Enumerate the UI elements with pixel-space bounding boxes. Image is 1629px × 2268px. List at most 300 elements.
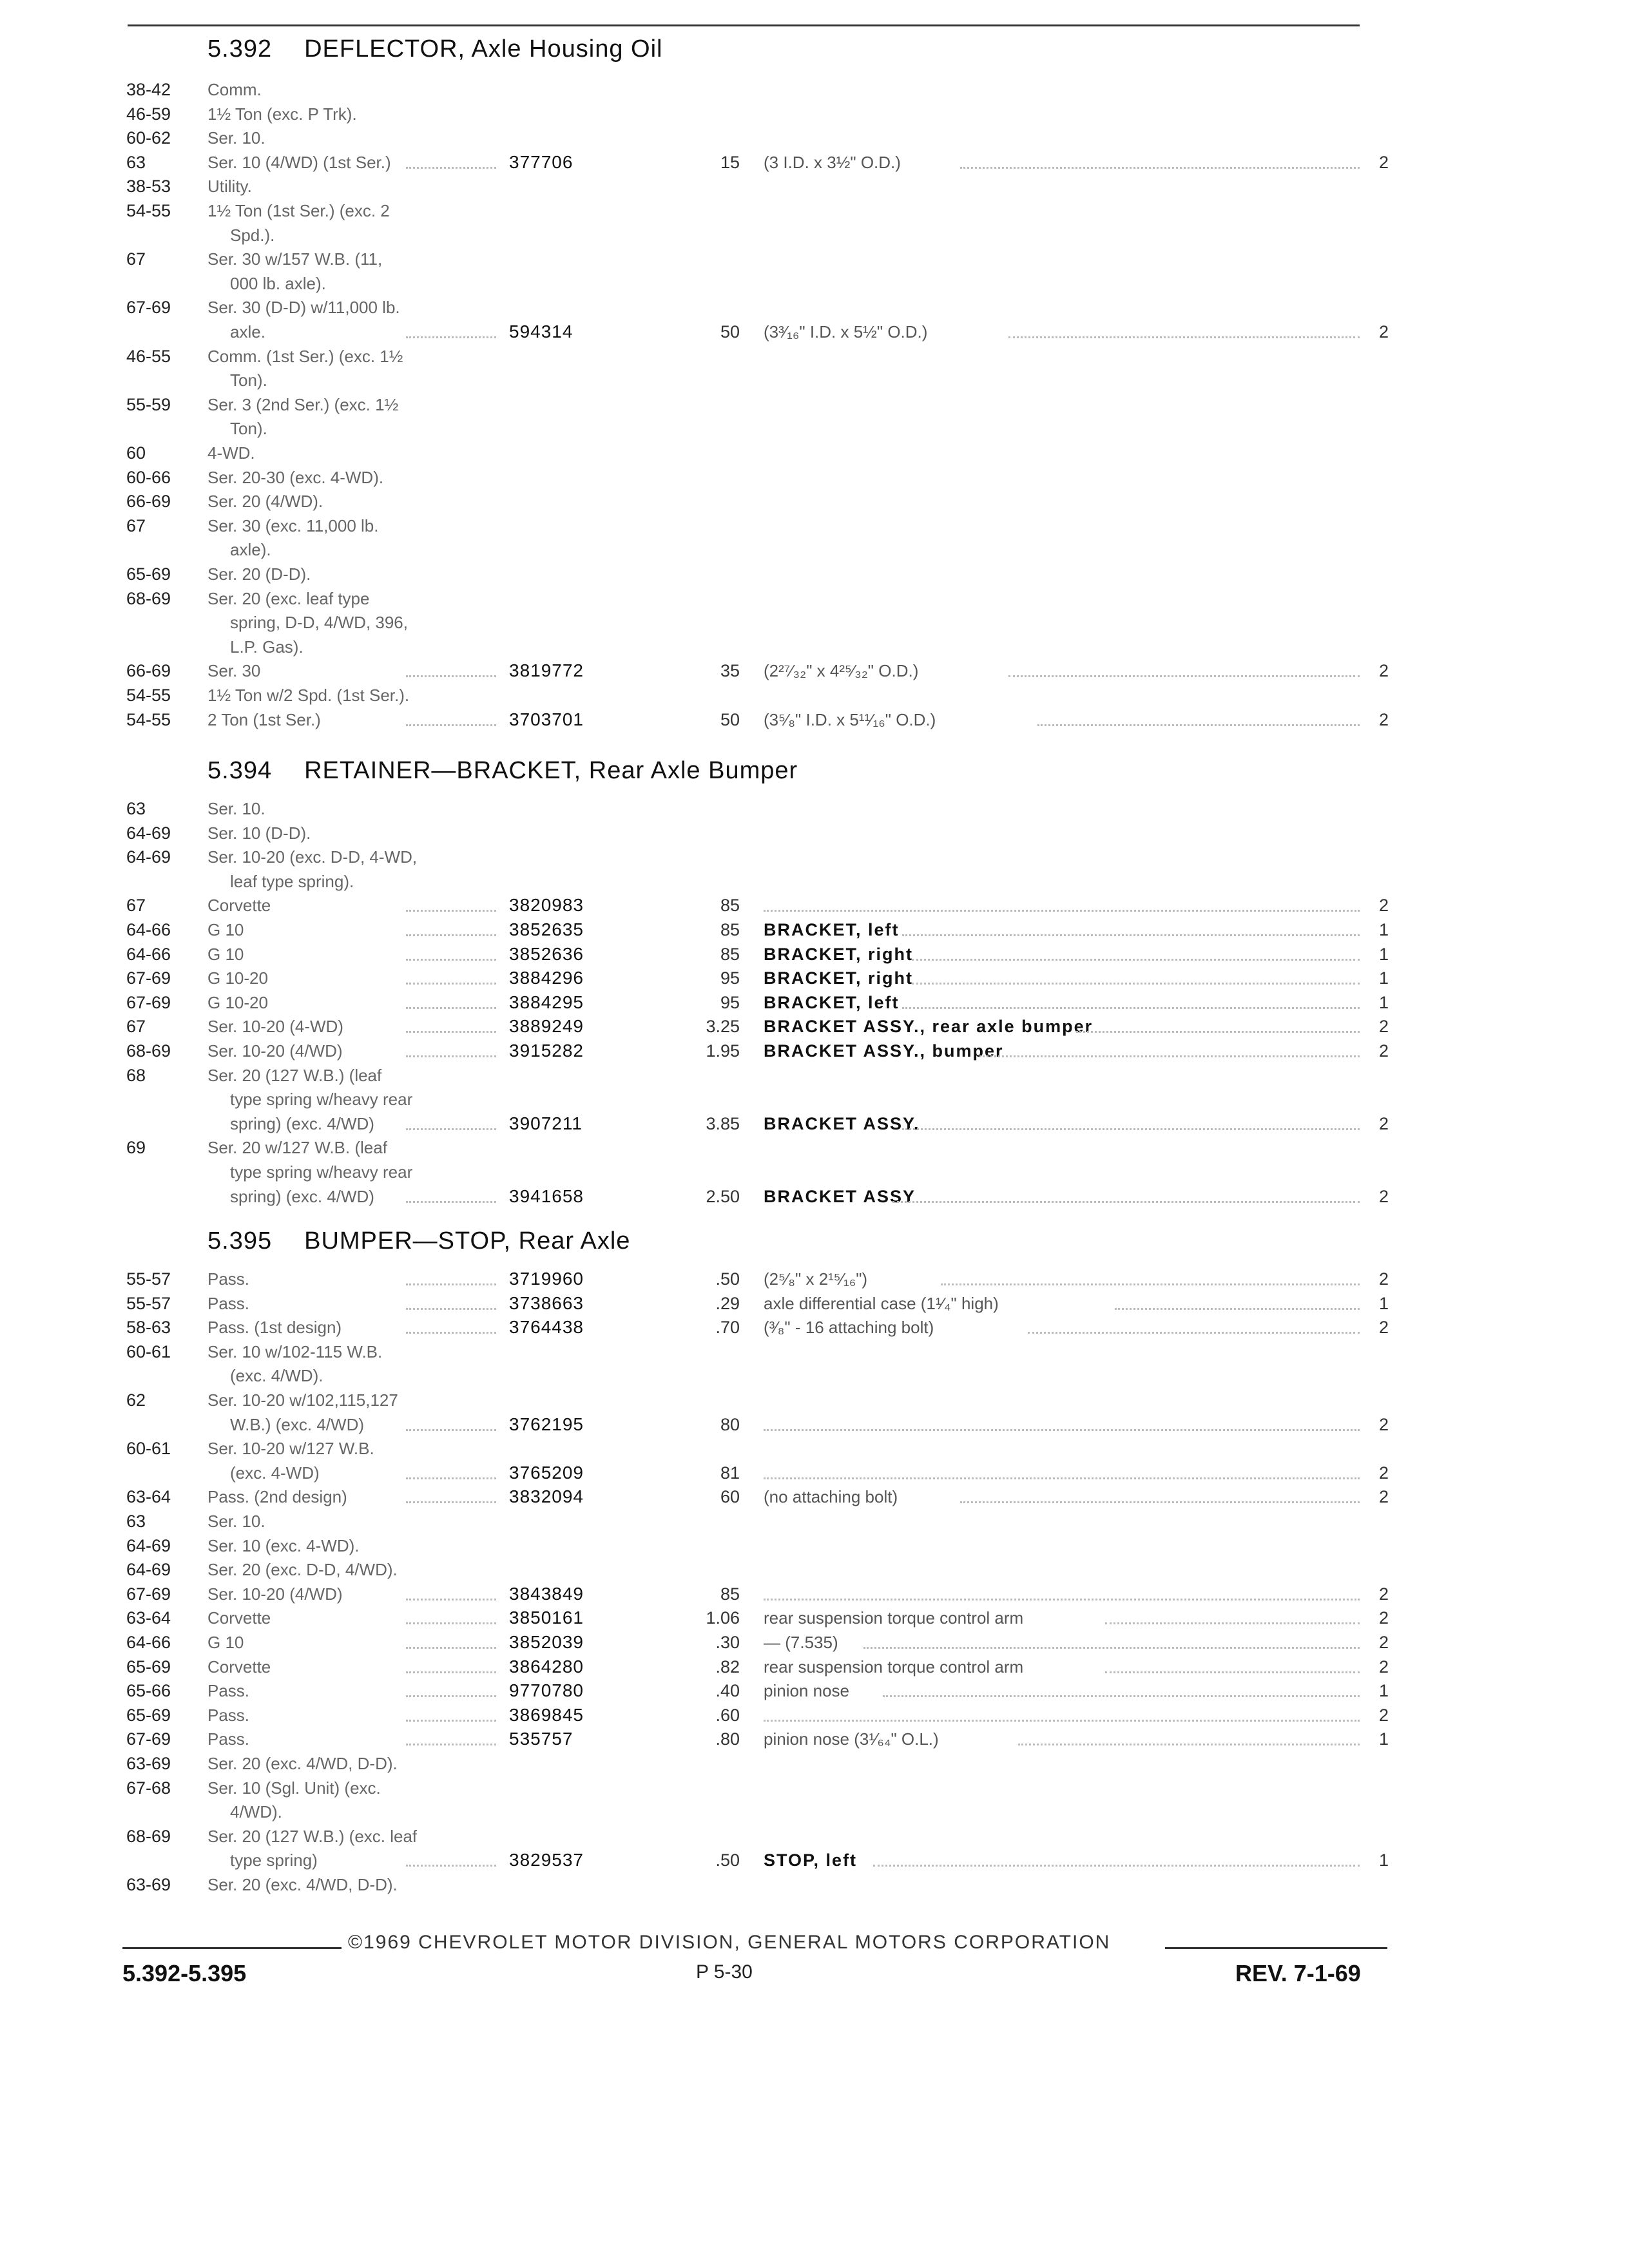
table-row: [0, 248, 1629, 271]
table-row: [0, 1186, 1629, 1209]
price: 60: [720, 1487, 740, 1507]
table-row: [0, 296, 1629, 320]
model-years: 63-69: [126, 1754, 171, 1773]
leader-dots: [406, 1622, 496, 1624]
table-row: [0, 1316, 1629, 1340]
model-years: 55-57: [126, 1293, 171, 1313]
description: STOP, left: [764, 1850, 858, 1870]
leader-dots: [406, 983, 496, 985]
table-row: [0, 870, 1629, 894]
table-row: [0, 345, 1629, 369]
model-years: 66-69: [126, 661, 171, 681]
section-number: 5.392: [207, 35, 273, 62]
description: (2⁵⁄₈" x 2¹⁵⁄₁₆"): [764, 1269, 868, 1289]
price: 85: [720, 944, 740, 964]
quantity: 2: [1379, 896, 1389, 916]
part-number: 594314: [509, 322, 574, 341]
part-number: 3843849: [509, 1583, 584, 1604]
model-years: 68-69: [126, 1826, 171, 1846]
description: rear suspension torque control arm: [764, 1657, 1024, 1677]
table-row: [0, 1113, 1629, 1136]
quantity: 2: [1379, 1705, 1389, 1725]
price: 15: [720, 152, 740, 172]
application: Pass.: [207, 1729, 250, 1749]
model-years: 67: [126, 249, 146, 269]
table-row: [0, 1293, 1629, 1316]
application: Ser. 30: [207, 661, 261, 681]
application: Ser. 20-30 (exc. 4-WD).: [207, 467, 384, 487]
application: Ser. 10 (Sgl. Unit) (exc.: [207, 1778, 381, 1798]
model-years: 60-66: [126, 467, 171, 487]
application: spring, D-D, 4/WD, 396,: [230, 613, 408, 633]
table-row: [0, 967, 1629, 990]
leader-dots: [406, 724, 496, 726]
part-number: 3832094: [509, 1486, 584, 1507]
footer-revision: REV. 7-1-69: [1235, 1960, 1361, 1986]
section-number: 5.394: [207, 757, 273, 784]
model-years: 64-66: [126, 920, 171, 939]
table-row: [0, 1874, 1629, 1897]
table-row: [0, 273, 1629, 296]
quantity: 1: [1379, 1850, 1389, 1870]
application: G 10: [207, 920, 244, 939]
table-row: [0, 224, 1629, 247]
part-number: 535757: [509, 1729, 574, 1749]
table-row: [0, 943, 1629, 966]
table-row: [0, 1704, 1629, 1727]
model-years: 38-53: [126, 177, 171, 197]
application: 4/WD).: [230, 1802, 282, 1822]
model-years: 54-55: [126, 709, 171, 729]
table-row: [0, 79, 1629, 102]
table-row: [0, 1535, 1629, 1558]
part-number: 3941658: [509, 1186, 584, 1206]
section-heading: [207, 35, 662, 63]
leader-dots: [902, 934, 1360, 936]
table-row: [0, 660, 1629, 683]
model-years: 55-59: [126, 394, 171, 414]
table-row: [0, 200, 1629, 223]
application: type spring w/heavy rear: [230, 1162, 413, 1182]
leader-dots: [764, 1599, 1360, 1600]
model-years: 60: [126, 443, 146, 463]
leader-dots: [912, 983, 1360, 985]
price: .50: [715, 1269, 740, 1289]
quantity: 2: [1379, 1318, 1389, 1338]
table-row: [0, 1064, 1629, 1088]
leader-dots: [764, 1720, 1360, 1722]
table-row: [0, 490, 1629, 514]
part-number: 3762195: [509, 1414, 584, 1434]
description: BRACKET, right: [764, 968, 913, 988]
model-years: 63: [126, 152, 146, 172]
application: Ser. 10 (D-D).: [207, 823, 311, 843]
model-years: 64-66: [126, 944, 171, 964]
leader-dots: [1028, 1332, 1360, 1334]
part-number: 3852635: [509, 919, 584, 939]
application: L.P. Gas).: [230, 637, 304, 657]
quantity: 1: [1379, 1293, 1389, 1313]
table-row: [0, 539, 1629, 562]
application: spring) (exc. 4/WD): [230, 1113, 374, 1133]
description: (no attaching bolt): [764, 1487, 898, 1507]
part-number: 3869845: [509, 1704, 584, 1725]
table-row: [0, 418, 1629, 441]
table-row: [0, 1486, 1629, 1509]
application: G 10-20: [207, 992, 268, 1012]
part-number: 3764438: [509, 1317, 584, 1338]
leader-dots: [406, 1332, 496, 1334]
price: 95: [720, 992, 740, 1012]
footer-page-number: P 5-30: [696, 1961, 753, 1983]
model-years: 65-69: [126, 1705, 171, 1725]
table-row: [0, 919, 1629, 942]
model-years: 67-68: [126, 1778, 171, 1798]
model-years: 67: [126, 1017, 146, 1037]
leader-dots: [406, 675, 496, 677]
table-row: [0, 103, 1629, 126]
quantity: 2: [1379, 322, 1389, 341]
application: 2 Ton (1st Ser.): [207, 709, 321, 729]
leader-dots: [406, 910, 496, 912]
application: Ser. 20 (exc. 4/WD, D-D).: [207, 1754, 398, 1773]
model-years: 64-69: [126, 823, 171, 843]
application: Ton).: [230, 370, 267, 390]
table-row: [0, 1631, 1629, 1655]
leader-dots: [406, 1865, 496, 1867]
part-number: 3703701: [509, 709, 584, 729]
application: Ser. 10 (exc. 4-WD).: [207, 1535, 360, 1555]
price: .30: [715, 1633, 740, 1652]
application: Ser. 10 w/102-115 W.B.: [207, 1341, 383, 1361]
table-row: [0, 1389, 1629, 1412]
leader-dots: [406, 1477, 496, 1479]
quantity: 2: [1379, 1633, 1389, 1652]
table-row: [0, 1015, 1629, 1039]
application: type spring w/heavy rear: [230, 1090, 413, 1110]
leader-dots: [406, 1501, 496, 1503]
application: 4-WD.: [207, 443, 255, 463]
table-row: [0, 1753, 1629, 1776]
part-number: 3884295: [509, 992, 584, 1012]
price: 2.50: [706, 1186, 740, 1206]
leader-dots: [960, 1501, 1360, 1503]
table-row: [0, 684, 1629, 707]
table-row: [0, 1437, 1629, 1461]
part-number: 3852039: [509, 1632, 584, 1652]
application: Ser. 30 (exc. 11,000 lb.: [207, 515, 379, 535]
model-years: 67-69: [126, 1729, 171, 1749]
application: (exc. 4/WD).: [230, 1366, 323, 1386]
leader-dots: [406, 1128, 496, 1130]
table-row: [0, 709, 1629, 732]
application: spring) (exc. 4/WD): [230, 1186, 374, 1206]
model-years: 63: [126, 799, 146, 818]
price: 81: [720, 1463, 740, 1483]
quantity: 2: [1379, 1186, 1389, 1206]
price: .60: [715, 1705, 740, 1725]
leader-dots: [406, 959, 496, 961]
section-heading: [207, 757, 798, 785]
description: (³⁄₈" - 16 attaching bolt): [764, 1318, 934, 1338]
application: Ser. 20 (127 W.B.) (exc. leaf: [207, 1826, 418, 1846]
description: rear suspension torque control arm: [764, 1608, 1024, 1628]
footer-section-range: 5.392-5.395: [122, 1960, 247, 1986]
leader-dots: [1076, 1031, 1360, 1033]
section-title: BUMPER—STOP, Rear Axle: [304, 1227, 631, 1254]
table-row: [0, 1656, 1629, 1679]
part-number: 3738663: [509, 1293, 584, 1313]
quantity: 2: [1379, 1113, 1389, 1133]
model-years: 60-61: [126, 1439, 171, 1459]
section-number: 5.395: [207, 1227, 273, 1254]
description: BRACKET, right: [764, 944, 913, 964]
application: Pass.: [207, 1705, 250, 1725]
application: Ser. 10-20 (exc. D-D, 4-WD,: [207, 847, 418, 867]
application: G 10: [207, 944, 244, 964]
table-row: [0, 175, 1629, 198]
application: Ser. 20 w/127 W.B. (leaf: [207, 1138, 387, 1158]
description: (3³⁄₁₆" I.D. x 5½" O.D.): [764, 322, 928, 341]
quantity: 2: [1379, 661, 1389, 681]
part-number: 3765209: [509, 1462, 584, 1483]
part-number: 3907211: [509, 1113, 583, 1133]
model-years: 60-62: [126, 128, 171, 148]
description: (3 I.D. x 3½" O.D.): [764, 152, 901, 172]
price: .82: [715, 1657, 740, 1677]
description: BRACKET ASSY.: [764, 1113, 920, 1133]
leader-dots: [1105, 1671, 1360, 1673]
application: Ton).: [230, 419, 267, 439]
table-row: [0, 369, 1629, 392]
application: 1½ Ton w/2 Spd. (1st Ser.).: [207, 686, 410, 705]
leader-dots: [764, 1477, 1360, 1479]
model-years: 55-57: [126, 1269, 171, 1289]
application: axle.: [230, 322, 265, 341]
price: .40: [715, 1681, 740, 1701]
model-years: 46-55: [126, 346, 171, 366]
leader-dots: [863, 1647, 1360, 1649]
application: Ser. 10.: [207, 128, 265, 148]
application: Ser. 10 (4/WD) (1st Ser.): [207, 152, 391, 172]
quantity: 1: [1379, 968, 1389, 988]
table-row: [0, 515, 1629, 538]
leader-dots: [1037, 724, 1360, 726]
part-number: 9770780: [509, 1680, 584, 1701]
leader-dots: [406, 1201, 496, 1203]
description: — (7.535): [764, 1633, 838, 1652]
leader-dots: [1105, 1622, 1360, 1624]
model-years: 68: [126, 1065, 146, 1085]
leader-dots: [406, 1720, 496, 1722]
leader-dots: [902, 1007, 1360, 1009]
model-years: 69: [126, 1138, 146, 1158]
table-row: [0, 1510, 1629, 1533]
application: Ser. 20 (exc. leaf type: [207, 588, 370, 608]
part-number: 3884296: [509, 968, 584, 988]
model-years: 54-55: [126, 201, 171, 220]
model-years: 63-69: [126, 1875, 171, 1894]
application: Ser. 20 (D-D).: [207, 564, 311, 584]
application: Ser. 20 (exc. 4/WD, D-D).: [207, 1875, 398, 1894]
leader-dots: [1008, 675, 1360, 677]
leader-dots: [406, 1308, 496, 1310]
description: pinion nose (3¹⁄₆₄" O.L.): [764, 1729, 939, 1749]
footer-rule-right: [1165, 1947, 1387, 1949]
leader-dots: [892, 1201, 1360, 1203]
leader-dots: [979, 1055, 1360, 1057]
table-row: [0, 1268, 1629, 1291]
model-years: 54-55: [126, 686, 171, 705]
application: 1½ Ton (exc. P Trk).: [207, 104, 357, 124]
table-row: [0, 1728, 1629, 1751]
description: BRACKET ASSY., bumper: [764, 1041, 1004, 1061]
part-number: 3820983: [509, 895, 584, 916]
quantity: 1: [1379, 1681, 1389, 1701]
model-years: 63-64: [126, 1487, 171, 1507]
table-row: [0, 846, 1629, 869]
section-title: RETAINER—BRACKET, Rear Axle Bumper: [304, 757, 798, 784]
part-number: 3915282: [509, 1041, 584, 1061]
table-row: [0, 466, 1629, 490]
leader-dots: [902, 1128, 1360, 1130]
table-row: [0, 1607, 1629, 1630]
application: Ser. 10-20 w/102,115,127: [207, 1390, 398, 1410]
leader-dots: [406, 336, 496, 338]
price: 3.25: [706, 1017, 740, 1037]
table-row: [0, 1583, 1629, 1606]
quantity: 2: [1379, 709, 1389, 729]
table-row: [0, 636, 1629, 659]
table-row: [0, 127, 1629, 150]
table-row: [0, 822, 1629, 845]
part-number: 3829537: [509, 1850, 584, 1870]
table-row: [0, 1161, 1629, 1184]
model-years: 68-69: [126, 588, 171, 608]
description: axle differential case (1¹⁄₄" high): [764, 1293, 999, 1313]
table-row: [0, 151, 1629, 175]
application: Corvette: [207, 896, 271, 916]
table-row: [0, 1849, 1629, 1872]
table-row: [0, 1801, 1629, 1824]
description: BRACKET, left: [764, 920, 900, 939]
part-number: 3850161: [509, 1608, 584, 1628]
application: Ser. 10-20 (4/WD): [207, 1041, 343, 1061]
quantity: 2: [1379, 1608, 1389, 1628]
leader-dots: [764, 910, 1360, 912]
application: Spd.).: [230, 225, 275, 245]
description: BRACKET ASSY., rear axle bumper: [764, 1017, 1094, 1037]
model-years: 67-69: [126, 1584, 171, 1604]
table-row: [0, 611, 1629, 635]
table-row: [0, 1088, 1629, 1111]
model-years: 65-69: [126, 564, 171, 584]
description: BRACKET ASSY: [764, 1186, 916, 1206]
leader-dots: [883, 1695, 1360, 1697]
section-title: DEFLECTOR, Axle Housing Oil: [304, 35, 663, 62]
leader-dots: [406, 1429, 496, 1431]
model-years: 66-69: [126, 492, 171, 512]
leader-dots: [406, 1671, 496, 1673]
model-years: 67: [126, 896, 146, 916]
table-row: [0, 1414, 1629, 1437]
leader-dots: [406, 1695, 496, 1697]
price: .80: [715, 1729, 740, 1749]
application: Comm.: [207, 80, 262, 99]
quantity: 2: [1379, 1463, 1389, 1483]
application: G 10: [207, 1633, 244, 1652]
application: Ser. 30 w/157 W.B. (11,: [207, 249, 383, 269]
model-years: 67-69: [126, 992, 171, 1012]
application: type spring): [230, 1850, 318, 1870]
application: Utility.: [207, 177, 252, 197]
table-row: [0, 1680, 1629, 1703]
quantity: 1: [1379, 1729, 1389, 1749]
application: 1½ Ton (1st Ser.) (exc. 2: [207, 201, 390, 220]
description: BRACKET, left: [764, 992, 900, 1012]
model-years: 65-66: [126, 1681, 171, 1701]
price: 1.95: [706, 1041, 740, 1061]
table-row: [0, 1137, 1629, 1160]
model-years: 64-69: [126, 847, 171, 867]
leader-dots: [406, 167, 496, 169]
leader-dots: [1018, 1744, 1360, 1745]
part-number: 3819772: [509, 660, 584, 681]
quantity: 2: [1379, 1584, 1389, 1604]
table-row: [0, 563, 1629, 586]
table-row: [0, 1365, 1629, 1388]
price: 3.85: [706, 1113, 740, 1133]
quantity: 2: [1379, 1657, 1389, 1677]
application: W.B.) (exc. 4/WD): [230, 1414, 364, 1434]
model-years: 64-69: [126, 1560, 171, 1580]
model-years: 60-61: [126, 1341, 171, 1361]
price: 50: [720, 709, 740, 729]
table-row: [0, 1559, 1629, 1582]
model-years: 67: [126, 515, 146, 535]
application: Ser. 10-20 (4/WD): [207, 1584, 343, 1604]
part-number: 3864280: [509, 1656, 584, 1677]
price: 1.06: [706, 1608, 740, 1628]
application: Ser. 3 (2nd Ser.) (exc. 1½: [207, 394, 399, 414]
application: Ser. 30 (D-D) w/11,000 lb.: [207, 298, 400, 318]
quantity: 2: [1379, 1414, 1389, 1434]
copyright-notice: ©1969 CHEVROLET MOTOR DIVISION, GENERAL MOTORS CORPORATION: [348, 1932, 1111, 1953]
footer-rule-left: [122, 1947, 342, 1949]
application: (exc. 4-WD): [230, 1463, 320, 1483]
part-number: 3852636: [509, 943, 584, 964]
quantity: 2: [1379, 1017, 1389, 1037]
leader-dots: [406, 1007, 496, 1009]
table-row: [0, 894, 1629, 918]
model-years: 46-59: [126, 104, 171, 124]
application: Ser. 10.: [207, 799, 265, 818]
model-years: 65-69: [126, 1657, 171, 1677]
top-rule: [128, 24, 1360, 26]
leader-dots: [406, 1599, 496, 1600]
part-number: 3889249: [509, 1016, 584, 1037]
application: Ser. 10.: [207, 1512, 265, 1531]
leader-dots: [406, 1031, 496, 1033]
application: Pass.: [207, 1681, 250, 1701]
application: axle).: [230, 540, 271, 560]
leader-dots: [406, 1744, 496, 1745]
quantity: 2: [1379, 1269, 1389, 1289]
model-years: 63-64: [126, 1608, 171, 1628]
table-row: [0, 1462, 1629, 1485]
quantity: 2: [1379, 152, 1389, 172]
application: 000 lb. axle).: [230, 273, 326, 293]
